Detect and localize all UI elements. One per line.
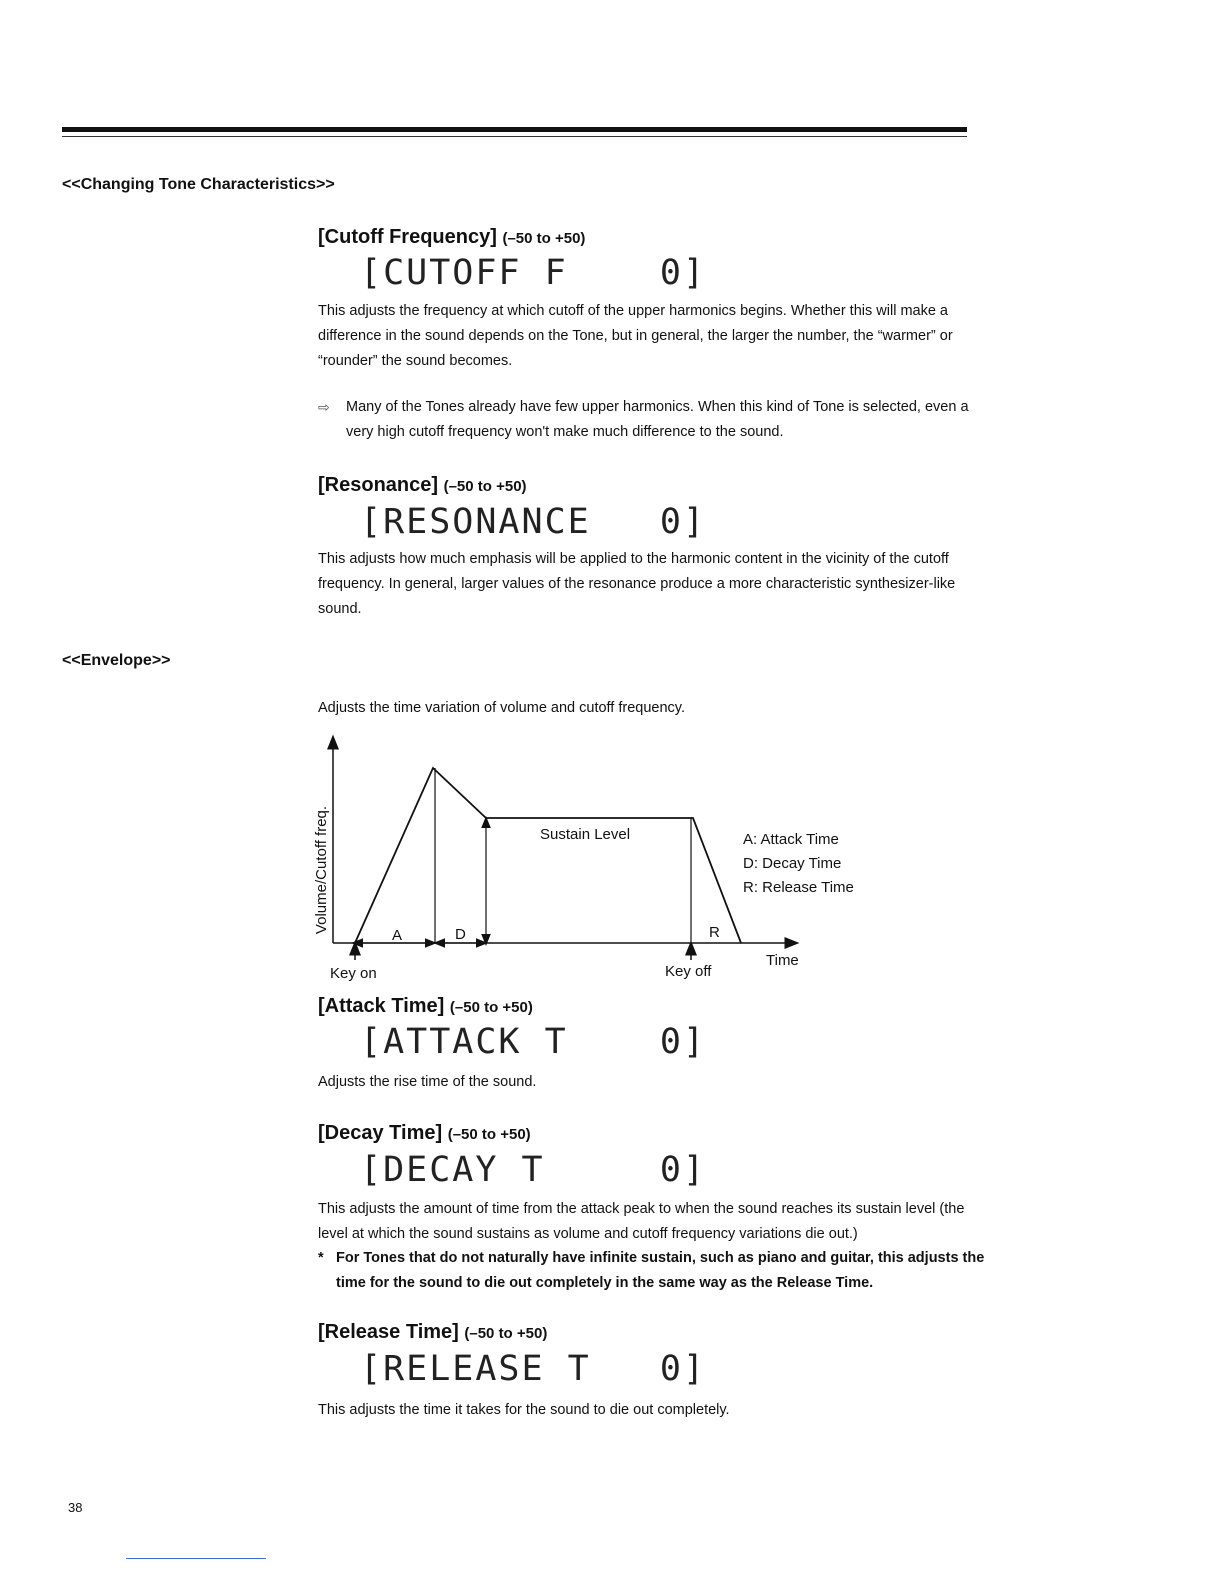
resonance-title: [Resonance] — [318, 474, 439, 496]
decay-range: (–50 to +50) — [447, 1126, 531, 1143]
attack-lcd-display: [ATTACK T 0] — [360, 1022, 707, 1062]
decay-description: This adjusts the amount of time from the attack peak to when the sound reaches its sustain level (the level at which the sound sustains as volume and cutoff frequency variations die out.) — [318, 1201, 965, 1242]
cutoff-note-text: Many of the Tones already have few upper harmonics. When this kind of Tone is selected, even a very high cutoff frequency won't make much difference to the sound. — [346, 399, 969, 440]
y-axis-label: Volume/Cutoff freq. — [313, 805, 330, 935]
asterisk-bullet: * — [318, 1250, 324, 1266]
section-heading-tone: <<Changing Tone Characteristics>> — [62, 176, 335, 193]
legend-attack: A: Attack Time — [743, 831, 839, 848]
resonance-description: This adjusts how much emphasis will be applied to the harmonic content in the vicinity of the cutoff frequency. In general, larger values of the resonance produce a more characteristic synthesizer-like sound. — [318, 551, 956, 617]
top-rule — [62, 127, 967, 132]
adsr-envelope-line — [355, 768, 741, 943]
attack-title: [Attack Time] — [318, 995, 445, 1017]
decay-heading — [318, 1122, 531, 1145]
sustain-level-label: Sustain Level — [540, 826, 631, 843]
resonance-heading — [318, 474, 527, 497]
attack-segment-label: A — [392, 927, 403, 944]
decay-segment-label: D — [455, 926, 466, 943]
cutoff-title: [Cutoff Frequency] — [318, 226, 497, 248]
decay-bold-note — [318, 1246, 988, 1296]
key-off-label: Key off — [665, 963, 712, 980]
release-heading — [318, 1321, 547, 1344]
attack-heading — [318, 995, 533, 1018]
decay-title: [Decay Time] — [318, 1122, 443, 1144]
envelope-diagram — [300, 730, 860, 990]
decay-bold-note-text: For Tones that do not naturally have infinite sustain, such as piano and guitar, this adjusts the time for the sound to die out completely in the same way as the Release Time. — [336, 1250, 985, 1291]
cutoff-range: (–50 to +50) — [502, 230, 586, 247]
cutoff-description: This adjusts the frequency at which cutoff of the upper harmonics begins. Whether this will make a difference in the sound depends on the Tone, but in general, the larger the number, the “warmer” or “rounder” the sound becomes. — [318, 303, 953, 369]
time-axis-label: Time — [766, 952, 799, 969]
release-range: (–50 to +50) — [464, 1325, 548, 1342]
cutoff-note — [318, 395, 978, 445]
key-on-label: Key on — [330, 965, 377, 982]
resonance-range: (–50 to +50) — [443, 478, 527, 495]
top-rule-thin — [62, 136, 967, 137]
decay-lcd-display: [DECAY T 0] — [360, 1150, 707, 1190]
footer-link-line — [126, 1558, 266, 1559]
section-heading-envelope: <<Envelope>> — [62, 652, 171, 669]
resonance-lcd-display: [RESONANCE 0] — [360, 502, 707, 542]
envelope-intro: Adjusts the time variation of volume and cutoff frequency. — [318, 700, 685, 716]
legend-release: R: Release Time — [743, 879, 854, 896]
pointing-hand-icon: ⇨ — [318, 399, 330, 415]
release-description: This adjusts the time it takes for the sound to die out completely. — [318, 1402, 730, 1418]
legend-decay: D: Decay Time — [743, 855, 842, 872]
release-segment-label: R — [709, 924, 720, 941]
attack-range: (–50 to +50) — [449, 999, 533, 1016]
attack-description: Adjusts the rise time of the sound. — [318, 1074, 537, 1090]
page-number: 38 — [68, 1500, 83, 1515]
cutoff-heading — [318, 226, 585, 249]
release-lcd-display: [RELEASE T 0] — [360, 1349, 707, 1389]
cutoff-lcd-display: [CUTOFF F 0] — [360, 253, 707, 293]
release-title: [Release Time] — [318, 1321, 459, 1343]
